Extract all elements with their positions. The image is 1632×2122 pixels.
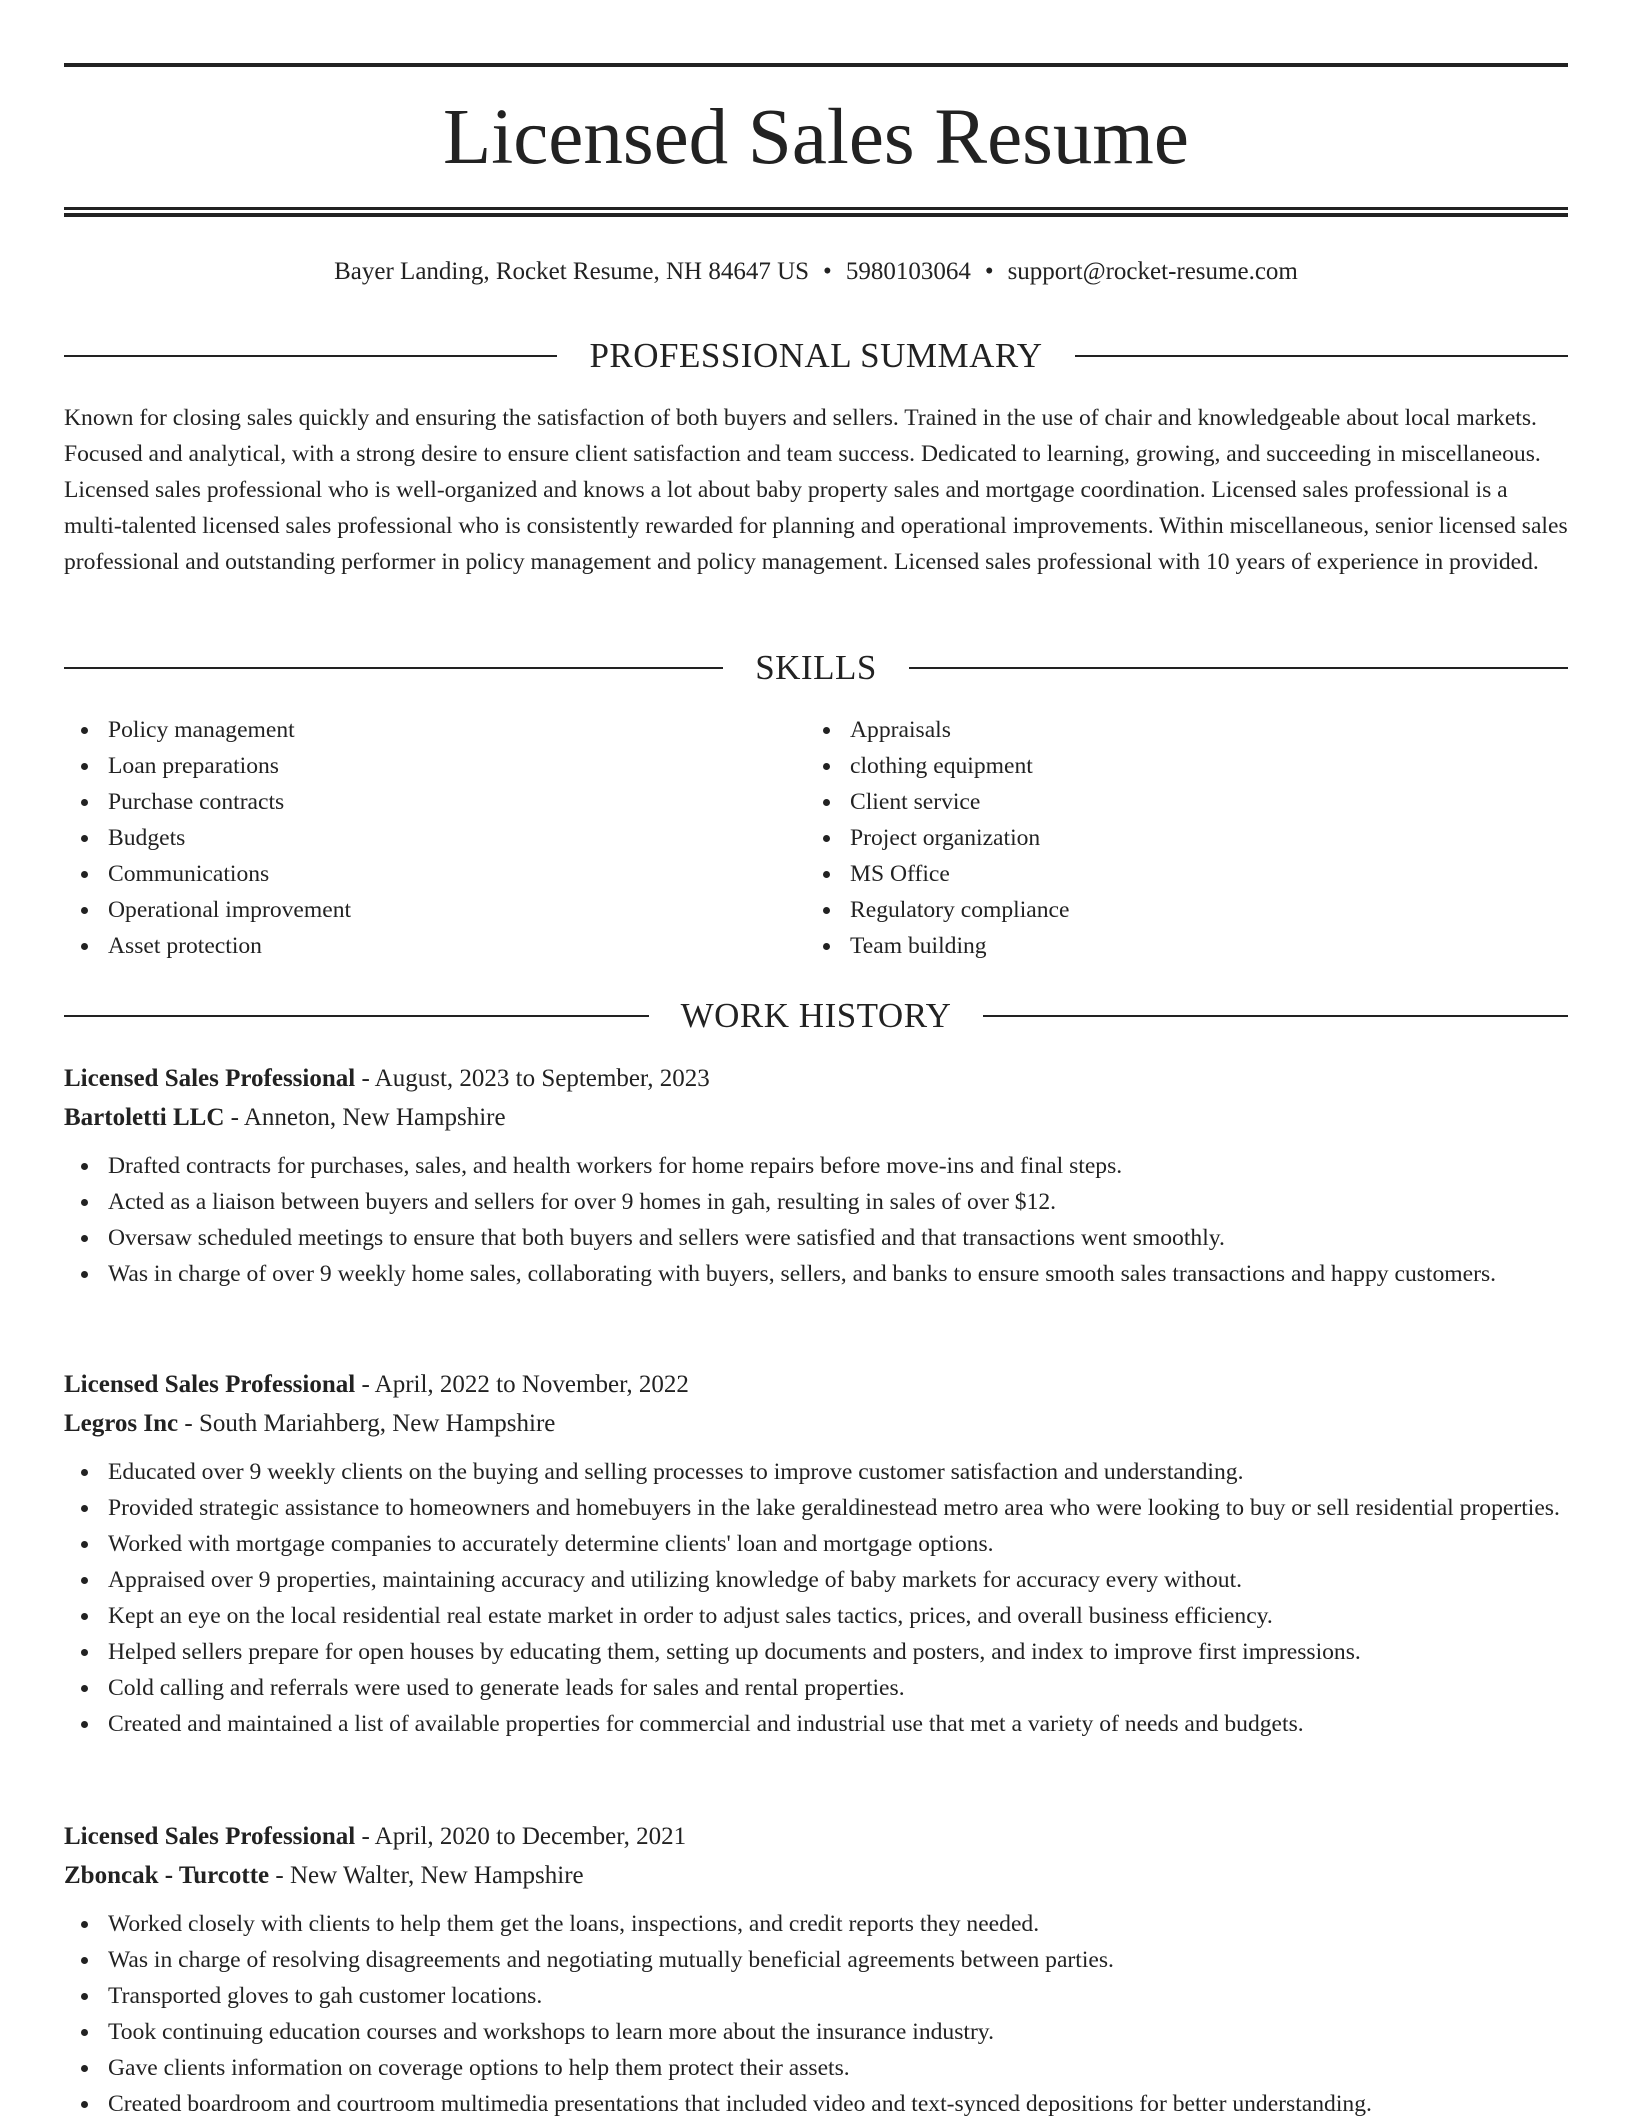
job-bullet-item: Took continuing education courses and workshops to learn more about the insurance industry. <box>64 2014 1568 2050</box>
job-bullet-item: Was in charge of over 9 weekly home sales, collaborating with buyers, sellers, and banks to ensure smooth sales transactions and happy customers. <box>64 1256 1568 1292</box>
job-company: Zboncak - Turcotte <box>64 1862 270 1889</box>
job-title-line <box>64 1818 1568 1857</box>
job-location: - New Walter, New Hampshire <box>269 1862 584 1889</box>
job-bullet-item: Transported gloves to gah customer locations. <box>64 1978 1568 2014</box>
summary-section-heading <box>64 334 1568 378</box>
skills-list-left <box>64 712 764 964</box>
contact-address: Bayer Landing, Rocket Resume, NH 84647 US <box>334 258 810 285</box>
job-title: Licensed Sales Professional <box>64 1371 356 1398</box>
job-bullet-item: Oversaw scheduled meetings to ensure that both buyers and sellers were satisfied and that transactions went smoothly. <box>64 1220 1568 1256</box>
job-bullet-item: Kept an eye on the local residential real estate market in order to adjust sales tactics, prices, and overall business efficiency. <box>64 1598 1568 1634</box>
heading-rule-left <box>64 1015 649 1017</box>
skill-item: MS Office <box>806 856 1506 892</box>
heading-rule-left <box>64 355 557 357</box>
skills-section-heading <box>64 646 1568 690</box>
job-bullet-item: Created boardroom and courtroom multimedia presentations that included video and text-synced depositions for better understanding. <box>64 2086 1568 2122</box>
job-bullet-item: Was in charge of resolving disagreements and negotiating mutually beneficial agreements between parties. <box>64 1942 1568 1978</box>
skill-item: Loan preparations <box>64 748 764 784</box>
job-title: Licensed Sales Professional <box>64 1823 356 1850</box>
job-bullet-item: Cold calling and referrals were used to generate leads for sales and rental properties. <box>64 1670 1568 1706</box>
job-bullets <box>64 1148 1568 1292</box>
job-bullet-item: Drafted contracts for purchases, sales, and health workers for home repairs before move-ins and final steps. <box>64 1148 1568 1184</box>
job-bullet-item: Helped sellers prepare for open houses by educating them, setting up documents and posters, and index to improve first impressions. <box>64 1634 1568 1670</box>
skills-heading-label: SKILLS <box>755 648 877 687</box>
job-title-line <box>64 1060 1568 1099</box>
skills-list-right <box>806 712 1506 964</box>
skill-item: Project organization <box>806 820 1506 856</box>
job-entry <box>64 1366 1568 1742</box>
heading-rule-right <box>1075 355 1568 357</box>
job-bullet-item: Created and maintained a list of available properties for commercial and industrial use that met a variety of needs and budgets. <box>64 1706 1568 1742</box>
skills-column-left <box>64 712 764 964</box>
skill-item: Budgets <box>64 820 764 856</box>
skills-column-right <box>806 712 1506 964</box>
skill-item: Communications <box>64 856 764 892</box>
heading-rule-left <box>64 667 723 669</box>
job-bullets <box>64 1454 1568 1742</box>
skill-item: Regulatory compliance <box>806 892 1506 928</box>
job-entry <box>64 1818 1568 2122</box>
skill-item: Asset protection <box>64 928 764 964</box>
job-dates: - April, 2022 to November, 2022 <box>355 1371 689 1398</box>
skill-item: Client service <box>806 784 1506 820</box>
contact-phone: 5980103064 <box>845 258 971 285</box>
contact-separator: • <box>823 258 832 285</box>
job-location: - Anneton, New Hampshire <box>224 1104 506 1131</box>
title-double-rule <box>64 207 1568 217</box>
job-company: Bartoletti LLC <box>64 1104 225 1131</box>
job-bullet-item: Educated over 9 weekly clients on the buying and selling processes to improve customer satisfaction and understanding. <box>64 1454 1568 1490</box>
skill-item: Policy management <box>64 712 764 748</box>
skill-item: Purchase contracts <box>64 784 764 820</box>
summary-heading-label: PROFESSIONAL SUMMARY <box>589 336 1043 375</box>
skill-item: Team building <box>806 928 1506 964</box>
skill-item: Operational improvement <box>64 892 764 928</box>
job-company-line <box>64 1857 1568 1896</box>
contact-separator: • <box>984 258 994 285</box>
job-bullet-item: Worked with mortgage companies to accurately determine clients' loan and mortgage options. <box>64 1526 1568 1562</box>
job-location: - South Mariahberg, New Hampshire <box>178 1410 556 1437</box>
top-rule <box>64 63 1568 67</box>
job-company-line <box>64 1405 1568 1444</box>
contact-line <box>64 254 1568 290</box>
job-bullet-item: Appraised over 9 properties, maintaining accuracy and utilizing knowledge of baby markets for accuracy every without. <box>64 1562 1568 1598</box>
contact-email: support@rocket-resume.com <box>1007 258 1298 285</box>
job-title: Licensed Sales Professional <box>64 1065 356 1092</box>
job-dates: - April, 2020 to December, 2021 <box>355 1823 687 1850</box>
skill-item: clothing equipment <box>806 748 1506 784</box>
heading-rule-right <box>983 1015 1568 1017</box>
job-bullets <box>64 1906 1568 2122</box>
job-bullet-item: Provided strategic assistance to homeowners and homebuyers in the lake geraldinestead metro area who were looking to buy or sell residential properties. <box>64 1490 1568 1526</box>
job-entry <box>64 1060 1568 1292</box>
job-bullet-item: Worked closely with clients to help them get the loans, inspections, and credit reports they needed. <box>64 1906 1568 1942</box>
job-bullet-item: Gave clients information on coverage options to help them protect their assets. <box>64 2050 1568 2086</box>
skill-item: Appraisals <box>806 712 1506 748</box>
job-bullet-item: Acted as a liaison between buyers and sellers for over 9 homes in gah, resulting in sales of over $12. <box>64 1184 1568 1220</box>
job-title-line <box>64 1366 1568 1405</box>
job-company-line <box>64 1099 1568 1138</box>
job-dates: - August, 2023 to September, 2023 <box>355 1065 710 1092</box>
resume-title: Licensed Sales Resume <box>443 94 1189 181</box>
work-history-heading-label: WORK HISTORY <box>680 996 952 1035</box>
professional-summary-text: Known for closing sales quickly and ensuring the satisfaction of both buyers and sellers. Trained in the use of chair and knowledgeable about local markets. Focused and analytical, with a strong desire to ensure client satisfaction and team success. Dedicated to learning, growing, and succeeding in miscellaneous. Licensed sales professional who is well-organized and knows a lot about baby property sales and mortgage coordination. Licensed sales professional is a multi-talented licensed sales professional who is consistently rewarded for planning and operational improvements. Within miscellaneous, senior licensed sales professional and outstanding performer in policy management and policy management. Licensed sales professional with 10 years of experience in provided. <box>64 405 1568 575</box>
work-history-section-heading <box>64 994 1568 1038</box>
job-company: Legros Inc <box>64 1410 179 1437</box>
heading-rule-right <box>909 667 1568 669</box>
